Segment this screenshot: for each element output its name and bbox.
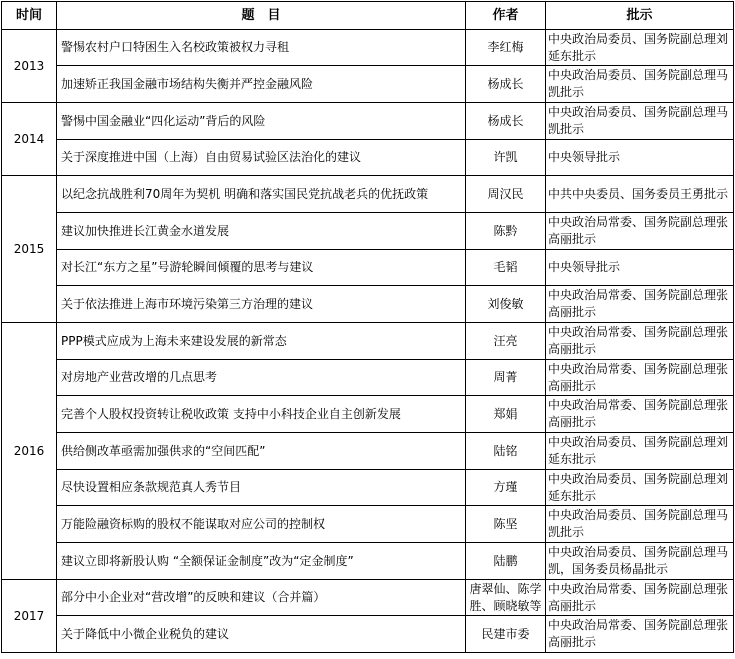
table-row <box>2 30 734 66</box>
title-cell: 关于依法推进上海市环境污染第三方治理的建议 <box>57 286 466 323</box>
author-cell: 民建市委 <box>466 616 546 653</box>
approval-cell: 中央政治局委员、国务院副总理马凯批示 <box>546 66 734 103</box>
author-cell: 陈坚 <box>466 506 546 543</box>
table-row <box>2 543 734 580</box>
author-cell: 陆鹏 <box>466 543 546 580</box>
title-cell: 对长江“东方之星”号游轮瞬间倾覆的思考与建议 <box>57 250 466 286</box>
table-row <box>2 580 734 616</box>
author-cell: 杨成长 <box>466 66 546 103</box>
author-cell: 唐翠仙、陈学胜、顾晓敏等 <box>466 580 546 616</box>
header-approval: 批示 <box>546 2 734 30</box>
author-cell: 李红梅 <box>466 30 546 66</box>
author-cell: 杨成长 <box>466 103 546 140</box>
header-title: 题 目 <box>57 2 466 30</box>
year-cell: 2015 <box>2 176 57 323</box>
table-row <box>2 506 734 543</box>
author-cell: 郑娟 <box>466 396 546 433</box>
title-cell: 供给侧改革亟需加强供求的“空间匹配” <box>57 433 466 470</box>
title-cell: 警惕中国金融业“四化运动”背后的风险 <box>57 103 466 140</box>
title-cell: 警惕农村户口特困生入名校政策被权力寻租 <box>57 30 466 66</box>
year-cell: 2016 <box>2 323 57 580</box>
approval-cell: 中央政治局常委、国务院副总理张高丽批示 <box>546 580 734 616</box>
approval-cell: 中央政治局委员、国务院副总理马凯批示 <box>546 506 734 543</box>
author-cell: 汪亮 <box>466 323 546 360</box>
approvals-table <box>1 1 734 653</box>
table-row <box>2 140 734 176</box>
title-cell: 尽快设置相应条款规范真人秀节目 <box>57 470 466 506</box>
approval-cell: 中央政治局常委、国务院副总理张高丽批示 <box>546 323 734 360</box>
table-row <box>2 103 734 140</box>
table-row <box>2 66 734 103</box>
approval-cell: 中央政治局常委、国务院副总理张高丽批示 <box>546 616 734 653</box>
title-cell: 完善个人股权投资转让税收政策 支持中小科技企业自主创新发展 <box>57 396 466 433</box>
title-cell: 建议加快推进长江黄金水道发展 <box>57 213 466 250</box>
header-author: 作者 <box>466 2 546 30</box>
table-row <box>2 360 734 396</box>
title-cell: 万能险融资标购的股权不能谋取对应公司的控制权 <box>57 506 466 543</box>
table-row <box>2 213 734 250</box>
table-row <box>2 250 734 286</box>
approval-cell: 中央政治局委员、国务院副总理刘延东批示 <box>546 433 734 470</box>
author-cell: 陆铭 <box>466 433 546 470</box>
year-cell: 2014 <box>2 103 57 176</box>
title-cell: 部分中小企业对“营改增”的反映和建议（合并篇） <box>57 580 466 616</box>
header-year: 时间 <box>2 2 57 30</box>
table-row <box>2 323 734 360</box>
approval-cell: 中央政治局委员、国务院副总理刘延东批示 <box>546 30 734 66</box>
table-row <box>2 433 734 470</box>
title-cell: 关于深度推进中国（上海）自由贸易试验区法治化的建议 <box>57 140 466 176</box>
title-cell: PPP模式应成为上海未来建设发展的新常态 <box>57 323 466 360</box>
table-row <box>2 616 734 653</box>
title-cell: 以纪念抗战胜利70周年为契机 明确和落实国民党抗战老兵的优抚政策 <box>57 176 466 213</box>
header-row <box>2 2 734 30</box>
title-cell: 对房地产业营改增的几点思考 <box>57 360 466 396</box>
author-cell: 周汉民 <box>466 176 546 213</box>
author-cell: 周菁 <box>466 360 546 396</box>
table-row <box>2 396 734 433</box>
author-cell: 许凯 <box>466 140 546 176</box>
approval-cell: 中央政治局委员、国务院副总理马凯批示 <box>546 103 734 140</box>
approval-cell: 中央政治局委员、国务院副总理刘延东批示 <box>546 470 734 506</box>
approval-cell: 中央领导批示 <box>546 250 734 286</box>
approval-cell: 中央政治局委员、国务院副总理马凯，国务委员杨晶批示 <box>546 543 734 580</box>
author-cell: 方瑾 <box>466 470 546 506</box>
year-cell: 2013 <box>2 30 57 103</box>
year-cell: 2017 <box>2 580 57 653</box>
title-cell: 建议立即将新股认购 “全额保证金制度”改为“定金制度” <box>57 543 466 580</box>
approval-cell: 中央政治局常委、国务院副总理张高丽批示 <box>546 396 734 433</box>
author-cell: 刘俊敏 <box>466 286 546 323</box>
approval-cell: 中央领导批示 <box>546 140 734 176</box>
table-row <box>2 176 734 213</box>
approval-cell: 中央政治局常委、国务院副总理张高丽批示 <box>546 286 734 323</box>
approval-cell: 中共中央委员、国务委员王勇批示 <box>546 176 734 213</box>
author-cell: 陈黔 <box>466 213 546 250</box>
title-cell: 关于降低中小微企业税负的建议 <box>57 616 466 653</box>
table-row <box>2 470 734 506</box>
table-body <box>2 30 734 653</box>
table-row <box>2 286 734 323</box>
title-cell: 加速矫正我国金融市场结构失衡并严控金融风险 <box>57 66 466 103</box>
approval-cell: 中央政治局常委、国务院副总理张高丽批示 <box>546 360 734 396</box>
author-cell: 毛韬 <box>466 250 546 286</box>
approval-cell: 中央政治局常委、国务院副总理张高丽批示 <box>546 213 734 250</box>
